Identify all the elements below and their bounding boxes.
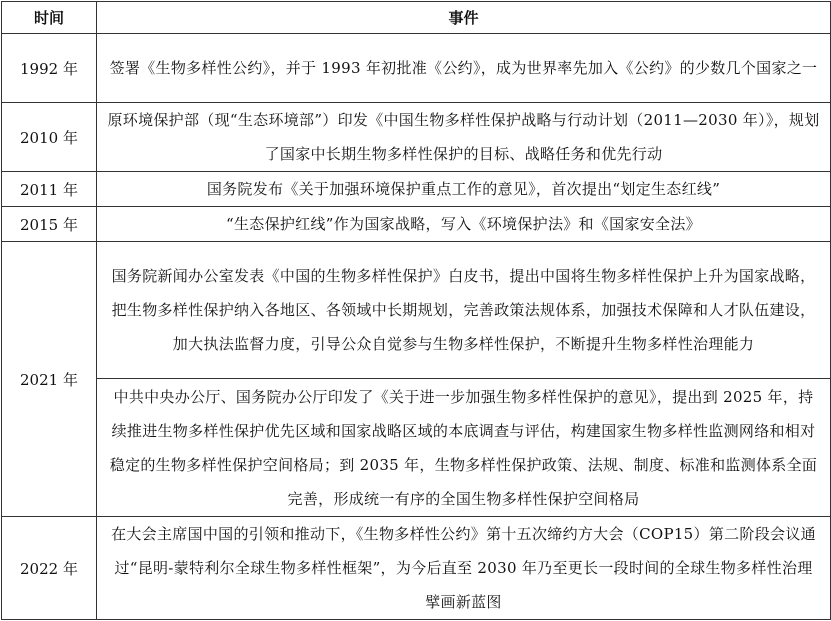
event-cell: “生态保护红线”作为国家战略，写入《环境保护法》和《国家安全法》 <box>97 207 831 242</box>
table-row <box>2 34 831 103</box>
table-row <box>2 242 831 379</box>
table-row <box>2 207 831 242</box>
year-cell: 2011 年 <box>2 172 97 207</box>
year-cell: 2015 年 <box>2 207 97 242</box>
table-row <box>2 172 831 207</box>
table-row <box>2 517 831 620</box>
header-time: 时间 <box>2 2 97 34</box>
event-cell: 原环境保护部（现“生态环境部”）印发《中国生物多样性保护战略与行动计划（2011—2030 年）》，规划了国家中长期生物多样性保护的目标、战略任务和优先行动 <box>97 103 831 172</box>
year-cell: 2021 年 <box>2 242 97 517</box>
header-event: 事件 <box>97 2 831 34</box>
year-cell: 1992 年 <box>2 34 97 103</box>
event-cell: 中共中央办公厅、国务院办公厅印发了《关于进一步加强生物多样性保护的意见》，提出到 2025 年，持续推进生物多样性保护优先区域和国家战略区域的本底调查与评估，构建国家生物多样性监测网络和相对稳定的生物多样性保护空间格局；到 2035 年，生物多样性保护政策、法规、制度、标准和监测体系全面完善，形成统一有序的全国生物多样性保护空间格局 <box>97 379 831 517</box>
table-header-row <box>2 2 831 34</box>
event-cell: 签署《生物多样性公约》，并于 1993 年初批准《公约》，成为世界率先加入《公约》的少数几个国家之一 <box>97 34 831 103</box>
table-row <box>2 379 831 517</box>
biodiversity-timeline-table <box>1 1 831 620</box>
event-cell: 国务院新闻办公室发表《中国的生物多样性保护》白皮书，提出中国将生物多样性保护上升为国家战略，把生物多样性保护纳入各地区、各领域中长期规划，完善政策法规体系，加强技术保障和人才队伍建设，加大执法监督力度，引导公众自觉参与生物多样性保护，不断提升生物多样性治理能力 <box>97 242 831 379</box>
year-cell: 2022 年 <box>2 517 97 620</box>
year-cell: 2010 年 <box>2 103 97 172</box>
event-cell: 国务院发布《关于加强环境保护重点工作的意见》，首次提出“划定生态红线” <box>97 172 831 207</box>
table-row <box>2 103 831 172</box>
event-cell: 在大会主席国中国的引领和推动下，《生物多样性公约》第十五次缔约方大会（COP15）第二阶段会议通过“昆明-蒙特利尔全球生物多样性框架”，为今后直至 2030 年乃至更长一段时间的全球生物多样性治理擘画新蓝图 <box>97 517 831 620</box>
